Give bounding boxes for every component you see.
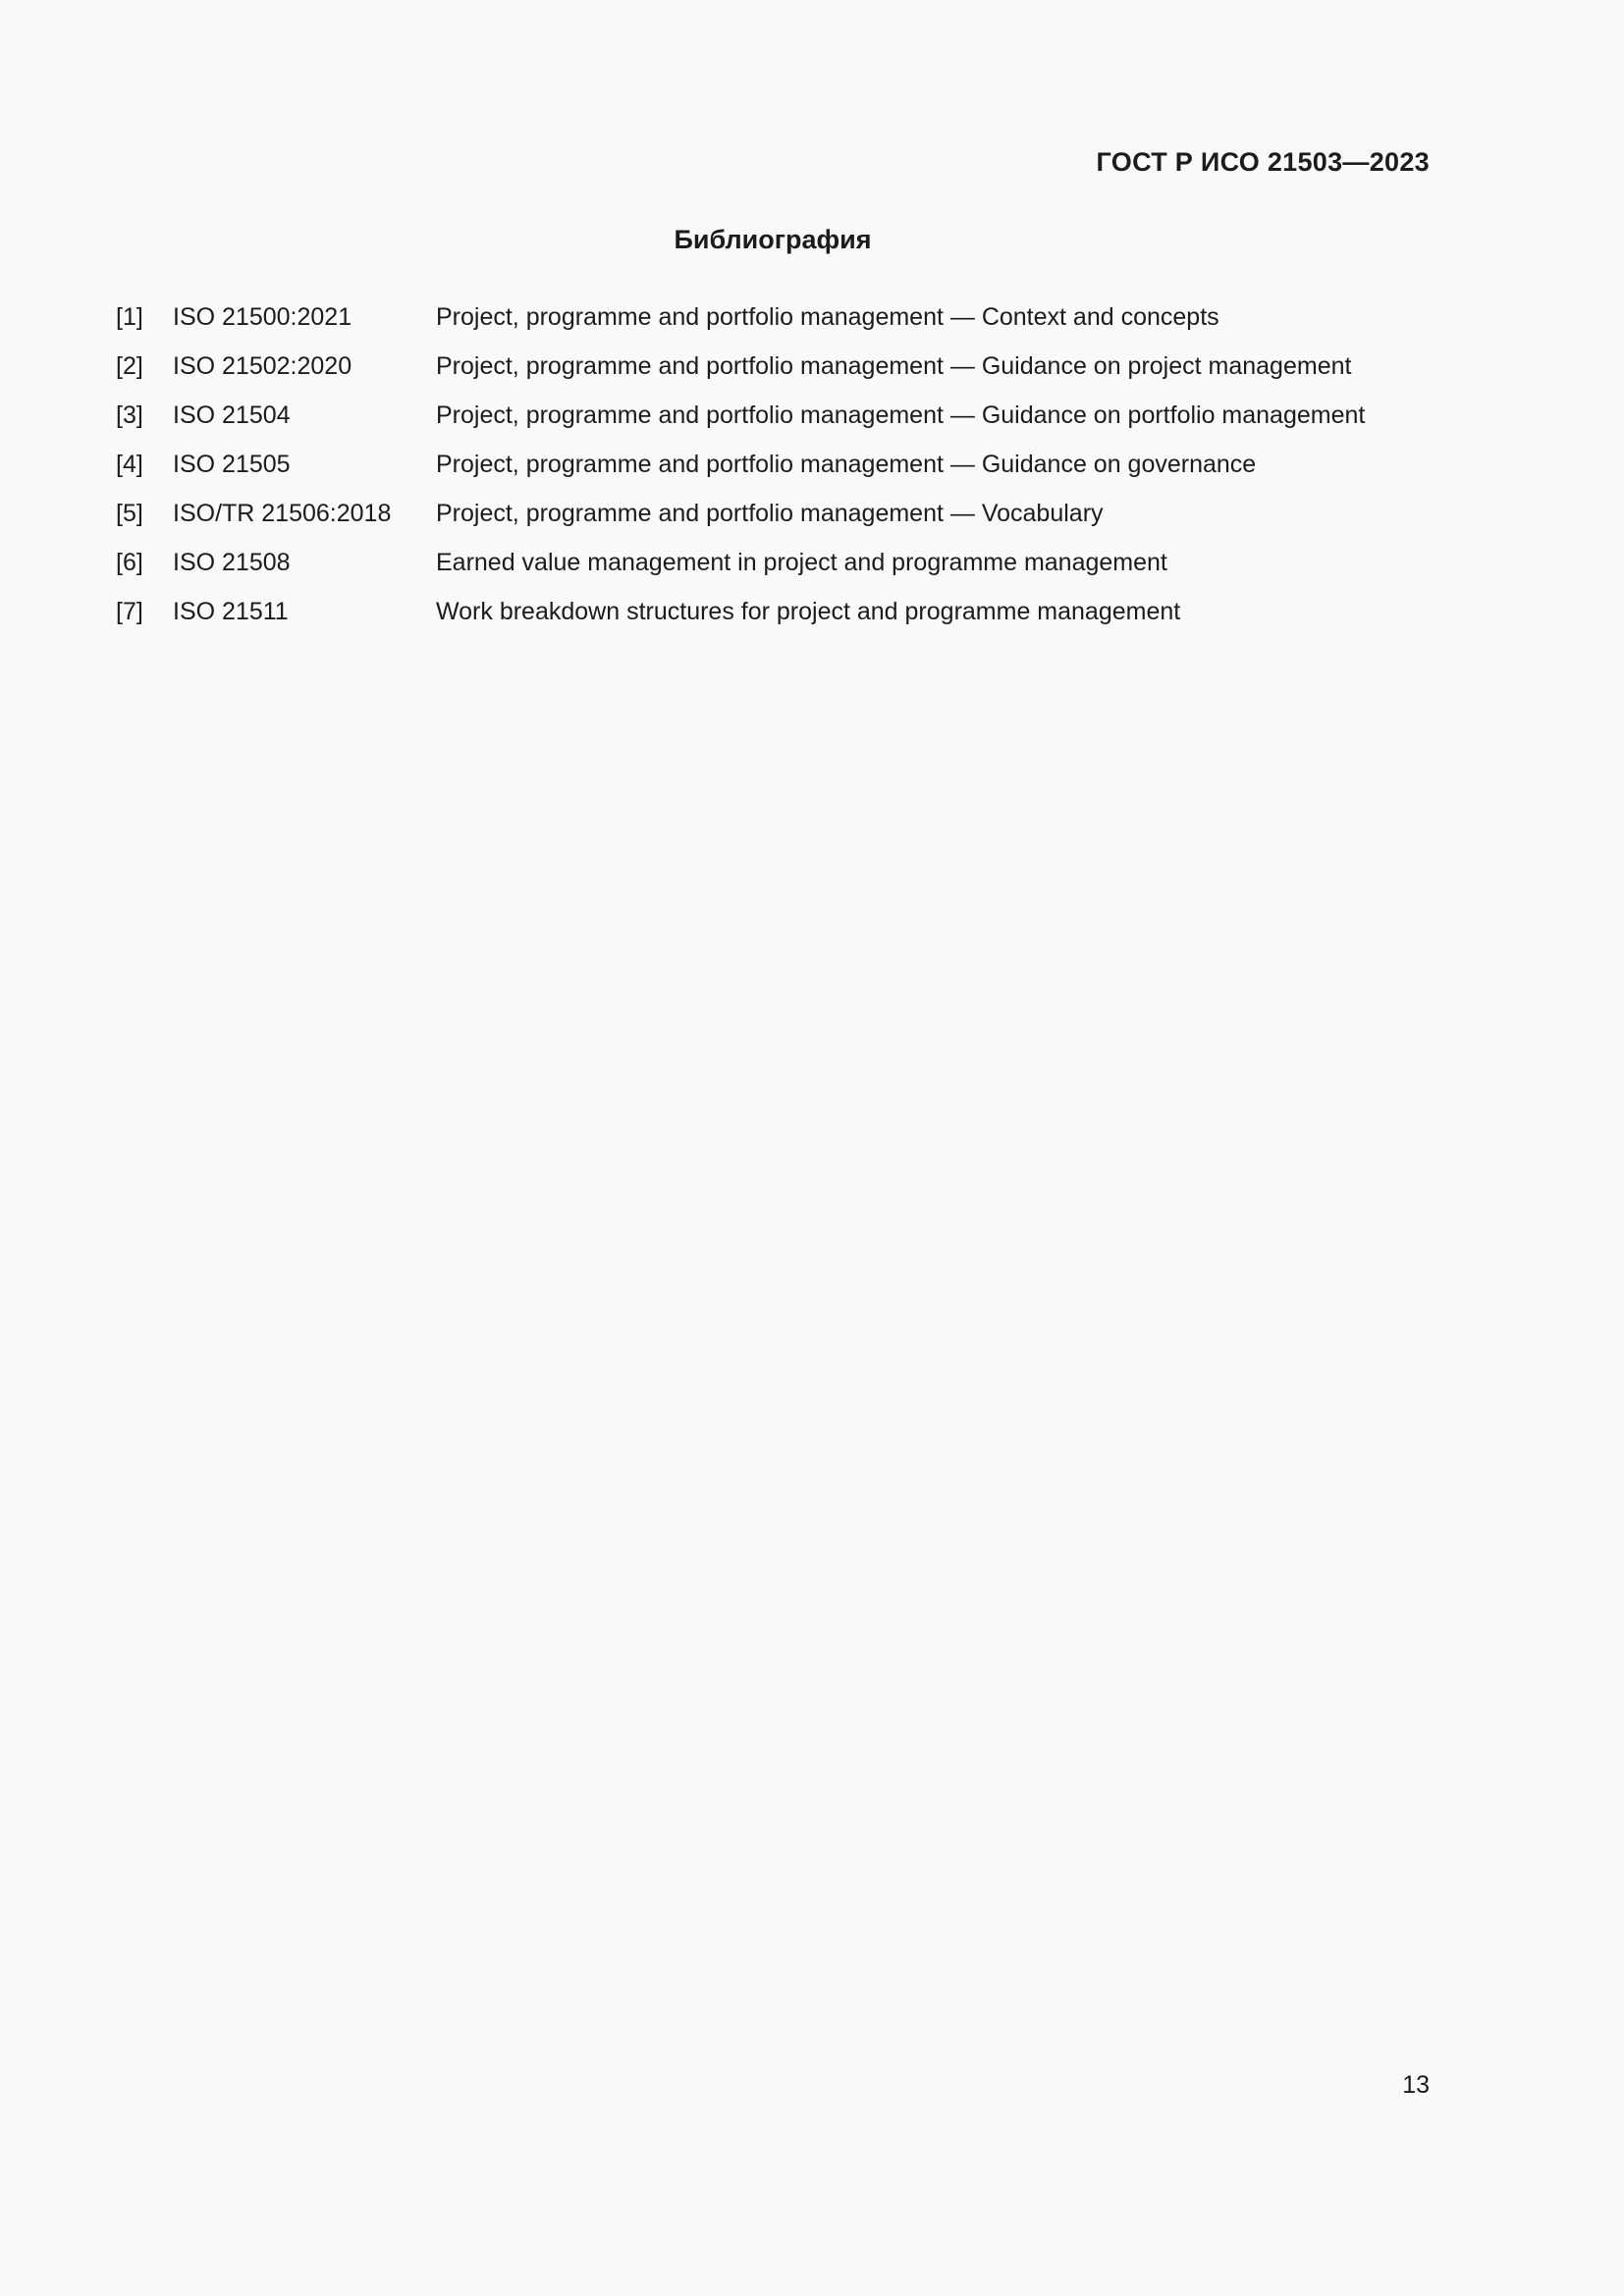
bibliography-entry (116, 496, 1471, 545)
bibliography-entry (116, 594, 1471, 643)
entry-number: [3] (116, 401, 143, 429)
entry-number: [1] (116, 303, 143, 331)
standard-code: ISO/TR 21506:2018 (173, 500, 392, 527)
standard-code: ISO 21500:2021 (173, 303, 352, 331)
standard-title: Project, programme and portfolio management — Guidance on governance (436, 451, 1257, 478)
entry-number: [4] (116, 451, 143, 478)
standard-title: Work breakdown structures for project and programme management (436, 598, 1181, 625)
bibliography-entry (116, 348, 1471, 398)
standard-title: Project, programme and portfolio management — Guidance on portfolio management (436, 401, 1366, 429)
bibliography-list (116, 299, 1471, 643)
entry-number: [5] (116, 500, 143, 527)
standard-title: Project, programme and portfolio management — Guidance on project management (436, 352, 1352, 380)
standard-title: Project, programme and portfolio management — Vocabulary (436, 500, 1104, 527)
standard-title: Earned value management in project and programme management (436, 549, 1167, 576)
standard-code: ISO 21502:2020 (173, 352, 352, 380)
entry-number: [6] (116, 549, 143, 576)
entry-number: [7] (116, 598, 143, 625)
standard-code: ISO 21508 (173, 549, 291, 576)
section-title: Библиография (674, 225, 872, 254)
document-code-header: ГОСТ Р ИСО 21503—2023 (1096, 147, 1430, 177)
bibliography-entry (116, 545, 1471, 594)
bibliography-entry (116, 398, 1471, 447)
bibliography-entry (116, 299, 1471, 348)
standard-code: ISO 21504 (173, 401, 291, 429)
entry-number: [2] (116, 352, 143, 380)
standard-title: Project, programme and portfolio management — Context and concepts (436, 303, 1219, 331)
standard-code: ISO 21505 (173, 451, 291, 478)
bibliography-entry (116, 447, 1471, 496)
page-number: 13 (1402, 2071, 1430, 2099)
standard-code: ISO 21511 (173, 598, 289, 625)
